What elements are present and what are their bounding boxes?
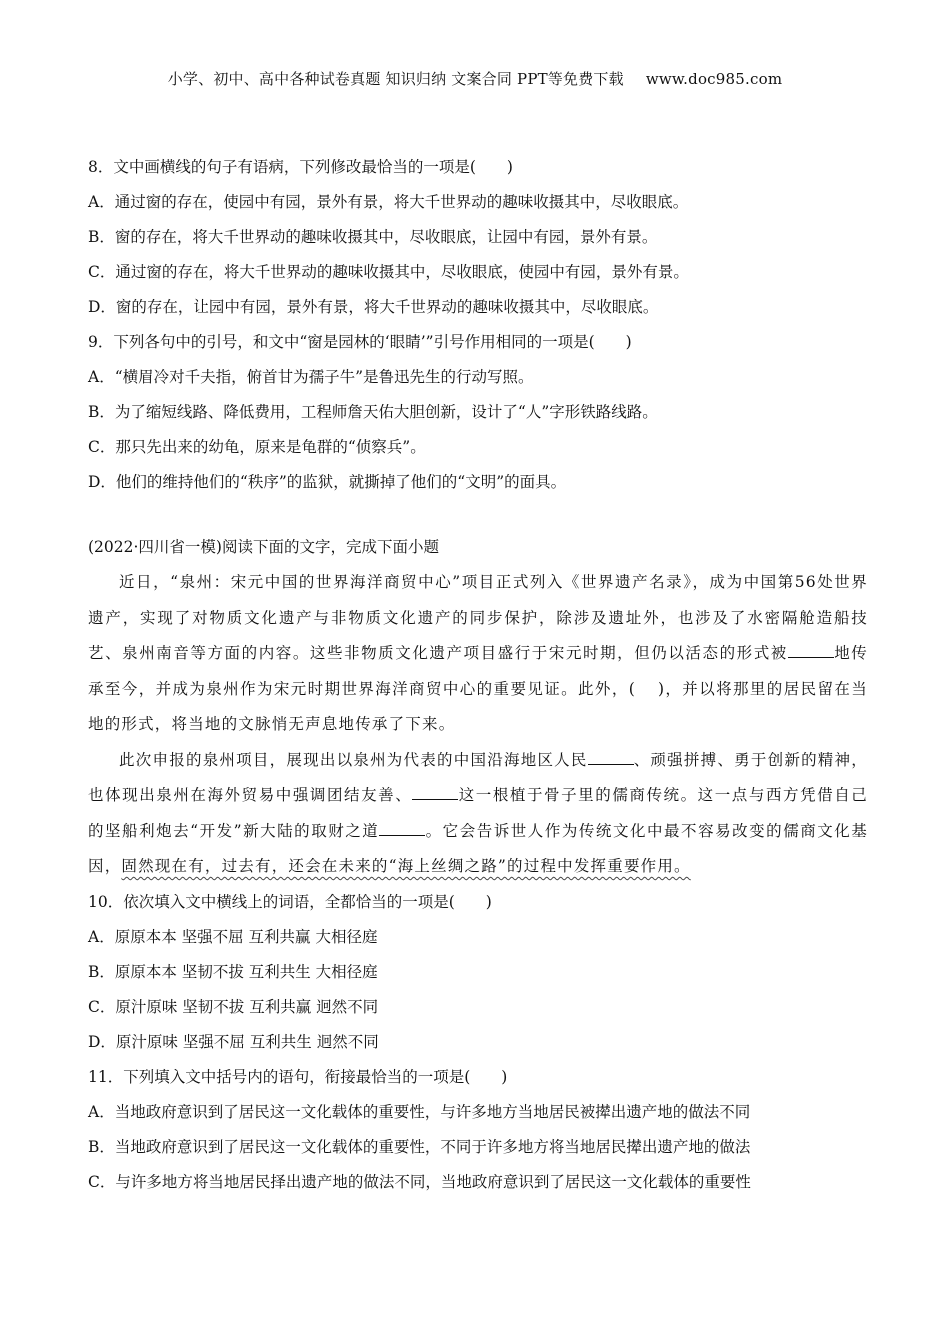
passage-p2-part-c: 这一根植于骨子里的儒商传统。这一点与西方凭借自己的坚船利炮去“开发”新大陆的取财之道 <box>88 786 868 840</box>
question-10-option-b: B．原原本本 坚韧不拔 互利共生 大相径庭 <box>88 962 378 981</box>
question-8-option-b: B．窗的存在，将大千世界动的趣味收摄其中，尽收眼底，让园中有园，景外有景。 <box>88 228 658 246</box>
wavy-underlined-sentence: 固然现在有，过去有，还会在未来的“海上丝绸之路”的过程中发挥重要作用。 <box>121 857 691 875</box>
passage-p1-part-a: 近日，“泉州：宋元中国的世界海洋商贸中心”项目正式列入《世界遗产名录》，成为中国第56处世界遗产，实现了对物质文化遗产与非物质文化遗产的同步保护，除涉及遗址外，也涉及了水密隔舱造船技艺、泉州南音等方面的内容。这些非物质文化遗产项目盛行于宋元时期，但仍以活态的形式被 <box>88 573 868 662</box>
question-9-stem: 9．下列各句中的引号，和文中“窗是园林的‘眼睛’”引号作用相同的一项是( ) <box>88 333 632 351</box>
passage-p2-part-a: 此次申报的泉州项目，展现出以泉州为代表的中国沿海地区人民 <box>119 750 588 769</box>
question-8-option-a: A．通过窗的存在，使园中有园，景外有景，将大千世界动的趣味收摄其中，尽收眼底。 <box>88 193 689 211</box>
fill-blank-4 <box>379 821 425 836</box>
question-9-option-c: C．那只先出来的幼龟，原来是龟群的“侦察兵”。 <box>88 438 426 456</box>
passage-source: (2022·四川省一模)阅读下面的文字，完成下面小题 <box>88 538 439 556</box>
question-9-option-d: D．他们的维持他们的“秩序”的监狱，就撕掉了他们的“文明”的面具。 <box>88 473 567 491</box>
document-body <box>88 150 868 1200</box>
question-11-option-b: B．当地政府意识到了居民这一文化载体的重要性，不同于许多地方将当地居民撵出遗产地的做法 <box>88 1137 751 1156</box>
passage-p1-part-b: 地传承至今，并成为泉州作为宋元时期世界海洋商贸中心的重要见证。此外，( <box>88 644 868 698</box>
passage-paragraph-1 <box>88 565 868 743</box>
passage-p2-part-d: 。它会告诉世人作为传统文化中最不容易改变的儒商文化基因， <box>88 821 869 875</box>
passage-p2-part-b: 、顽强拼搏、勇于创新的精神，也体现出泉州在海外贸易中强调团结友善、 <box>88 750 868 804</box>
fill-blank-3 <box>412 785 458 800</box>
fill-blank-2 <box>588 750 634 765</box>
question-11-stem: 11．下列填入文中括号内的语句，衔接最恰当的一项是( ) <box>88 1067 508 1086</box>
question-11-option-a: A．当地政府意识到了居民这一文化载体的重要性，与许多地方当地居民被撵出遗产地的做法不同 <box>88 1102 751 1121</box>
question-11-option-c: C．与许多地方将当地居民择出遗产地的做法不同，当地政府意识到了居民这一文化载体的重要性 <box>88 1172 751 1191</box>
passage-p1-part-c: )，并以将那里的居民留在当地的形式，将当地的文脉悄无声息地传承了下来。 <box>88 679 868 733</box>
question-8-stem: 8．文中画横线的句子有语病，下列修改最恰当的一项是( ) <box>88 158 513 176</box>
header-url[interactable]: www.doc985.com <box>645 70 783 88</box>
question-10-option-a: A．原原本本 坚强不屈 互利共赢 大相径庭 <box>88 927 378 946</box>
question-9-option-b: B．为了缩短线路、降低费用，工程师詹天佑大胆创新，设计了“人”字形铁路线路。 <box>88 403 658 421</box>
question-9-option-a: A．“横眉冷对千夫指，俯首甘为孺子牛”是鲁迅先生的行动写照。 <box>88 368 534 386</box>
header-text: 小学、初中、高中各种试卷真题 知识归纳 文案合同 PPT等免费下载 <box>167 70 624 88</box>
question-8-option-d: D．窗的存在，让园中有园，景外有景，将大千世界动的趣味收摄其中，尽收眼底。 <box>88 298 659 316</box>
passage-paragraph-2 <box>88 743 868 885</box>
page-header <box>0 68 950 89</box>
question-8-option-c: C．通过窗的存在，将大千世界动的趣味收摄其中，尽收眼底，使园中有园，景外有景。 <box>88 263 689 281</box>
fill-blank-1 <box>788 643 834 658</box>
question-10-option-c: C．原汁原味 坚韧不拔 互利共赢 迥然不同 <box>88 997 379 1016</box>
question-10-stem: 10．依次填入文中横线上的词语，全都恰当的一项是( ) <box>88 892 492 911</box>
section-gap <box>88 500 868 530</box>
question-10-option-d: D．原汁原味 坚强不屈 互利共生 迥然不同 <box>88 1032 379 1051</box>
